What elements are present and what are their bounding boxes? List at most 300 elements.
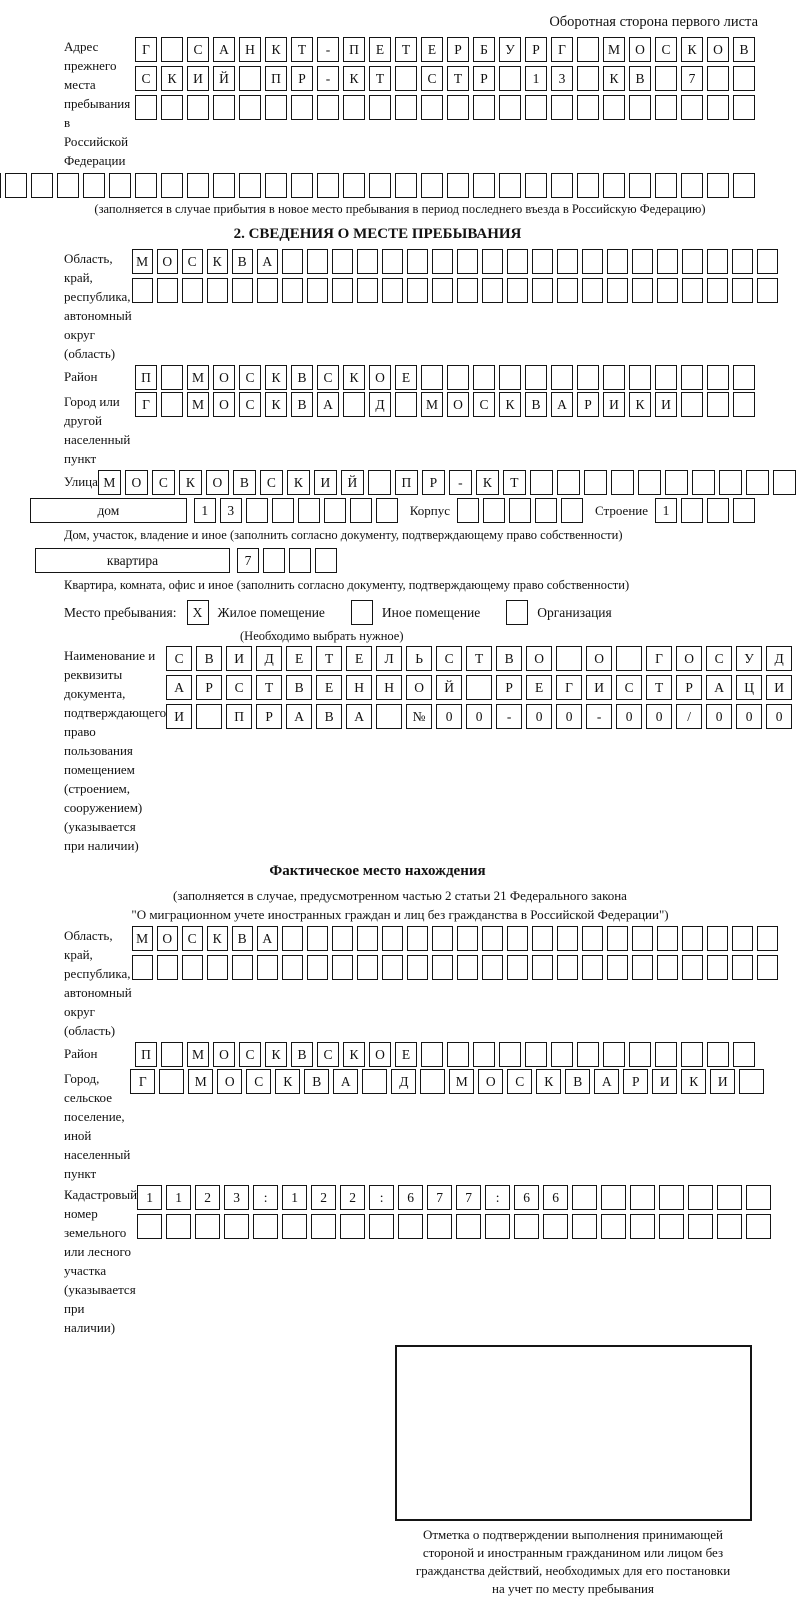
char-cell[interactable]: В [733,37,755,62]
char-cell[interactable]: С [166,646,192,671]
prev-address-row-4[interactable] [0,173,755,198]
char-cell[interactable]: И [187,66,209,91]
char-cell[interactable] [447,1042,469,1067]
char-cell[interactable]: С [655,37,677,62]
char-cell[interactable] [382,926,403,951]
char-cell[interactable] [757,955,778,980]
char-cell[interactable]: 2 [311,1185,336,1210]
char-cell[interactable]: 0 [766,704,792,729]
char-cell[interactable] [577,173,599,198]
char-cell[interactable] [473,95,495,120]
char-cell[interactable]: О [125,470,148,495]
char-cell[interactable]: К [207,249,228,274]
prev-address-row-3[interactable] [135,95,755,120]
char-cell[interactable] [395,173,417,198]
char-cell[interactable]: 0 [736,704,762,729]
char-cell[interactable]: Т [503,470,526,495]
char-cell[interactable] [707,955,728,980]
char-cell[interactable] [161,37,183,62]
char-cell[interactable] [733,498,755,523]
char-cell[interactable] [311,1214,336,1239]
char-cell[interactable] [577,1042,599,1067]
char-cell[interactable]: И [710,1069,735,1094]
char-cell[interactable]: / [676,704,702,729]
char-cell[interactable]: Т [316,646,342,671]
char-cell[interactable]: С [152,470,175,495]
char-cell[interactable] [632,278,653,303]
char-cell[interactable]: Р [623,1069,648,1094]
char-cell[interactable] [607,249,628,274]
char-cell[interactable] [161,95,183,120]
char-cell[interactable] [707,95,729,120]
char-cell[interactable] [611,470,634,495]
char-cell[interactable] [343,392,365,417]
char-cell[interactable] [607,926,628,951]
document-row-2[interactable] [166,675,792,700]
char-cell[interactable] [457,249,478,274]
char-cell[interactable]: А [166,675,192,700]
char-cell[interactable]: Е [421,37,443,62]
char-cell[interactable] [187,173,209,198]
char-cell[interactable] [432,278,453,303]
char-cell[interactable]: В [291,1042,313,1067]
char-cell[interactable] [630,1185,655,1210]
char-cell[interactable] [317,173,339,198]
char-cell[interactable] [532,955,553,980]
char-cell[interactable] [457,955,478,980]
char-cell[interactable]: Г [135,37,157,62]
char-cell[interactable] [543,1214,568,1239]
char-cell[interactable]: П [226,704,252,729]
char-cell[interactable] [246,498,268,523]
char-cell[interactable] [733,392,755,417]
char-cell[interactable] [707,926,728,951]
char-cell[interactable]: В [525,392,547,417]
char-cell[interactable]: К [343,66,365,91]
char-cell[interactable] [182,278,203,303]
char-cell[interactable] [456,1214,481,1239]
char-cell[interactable]: Н [346,675,372,700]
char-cell[interactable] [482,926,503,951]
char-cell[interactable] [282,1214,307,1239]
char-cell[interactable]: Д [766,646,792,671]
char-cell[interactable] [557,955,578,980]
char-cell[interactable]: А [286,704,312,729]
char-cell[interactable]: П [395,470,418,495]
char-cell[interactable] [382,249,403,274]
char-cell[interactable] [161,1042,183,1067]
cadastral-row-2[interactable] [137,1214,771,1239]
char-cell[interactable] [166,1214,191,1239]
char-cell[interactable]: С [616,675,642,700]
char-cell[interactable] [307,926,328,951]
char-cell[interactable] [507,926,528,951]
char-cell[interactable]: 1 [137,1185,162,1210]
char-cell[interactable]: Р [422,470,445,495]
char-cell[interactable]: Г [130,1069,155,1094]
char-cell[interactable] [577,95,599,120]
char-cell[interactable]: В [196,646,222,671]
char-cell[interactable] [407,249,428,274]
char-cell[interactable]: О [213,392,235,417]
char-cell[interactable] [681,95,703,120]
char-cell[interactable] [601,1185,626,1210]
char-cell[interactable]: С [182,249,203,274]
char-cell[interactable]: К [265,392,287,417]
char-cell[interactable]: К [629,392,651,417]
char-cell[interactable]: В [304,1069,329,1094]
checkbox-residential[interactable]: X [187,600,209,625]
char-cell[interactable]: О [369,365,391,390]
char-cell[interactable] [557,278,578,303]
char-cell[interactable] [746,1185,771,1210]
char-cell[interactable] [382,955,403,980]
char-cell[interactable] [607,955,628,980]
char-cell[interactable] [659,1185,684,1210]
char-cell[interactable]: Т [466,646,492,671]
char-cell[interactable]: О [629,37,651,62]
char-cell[interactable] [421,1042,443,1067]
char-cell[interactable]: П [343,37,365,62]
char-cell[interactable] [551,1042,573,1067]
char-cell[interactable]: 3 [220,498,242,523]
char-cell[interactable]: У [499,37,521,62]
char-cell[interactable] [657,249,678,274]
char-cell[interactable]: 0 [526,704,552,729]
char-cell[interactable] [509,498,531,523]
char-cell[interactable] [732,249,753,274]
char-cell[interactable] [682,278,703,303]
char-cell[interactable] [655,66,677,91]
char-cell[interactable] [577,365,599,390]
char-cell[interactable]: М [187,365,209,390]
char-cell[interactable] [746,470,769,495]
char-cell[interactable]: 1 [282,1185,307,1210]
char-cell[interactable] [601,1214,626,1239]
char-cell[interactable] [582,249,603,274]
char-cell[interactable] [707,278,728,303]
char-cell[interactable]: С [226,675,252,700]
char-cell[interactable]: 7 [427,1185,452,1210]
char-cell[interactable] [407,278,428,303]
char-cell[interactable]: 7 [681,66,703,91]
char-cell[interactable]: Р [676,675,702,700]
char-cell[interactable]: К [476,470,499,495]
char-cell[interactable] [421,95,443,120]
char-cell[interactable] [732,955,753,980]
char-cell[interactable]: Е [395,365,417,390]
char-cell[interactable]: А [317,392,339,417]
char-cell[interactable] [657,278,678,303]
char-cell[interactable]: В [291,392,313,417]
char-cell[interactable] [632,926,653,951]
char-cell[interactable] [732,278,753,303]
char-cell[interactable]: И [314,470,337,495]
char-cell[interactable] [161,392,183,417]
char-cell[interactable] [382,278,403,303]
char-cell[interactable]: И [655,392,677,417]
char-cell[interactable] [582,955,603,980]
char-cell[interactable] [307,249,328,274]
char-cell[interactable]: О [406,675,432,700]
char-cell[interactable] [473,1042,495,1067]
char-cell[interactable]: : [253,1185,278,1210]
char-cell[interactable]: К [161,66,183,91]
char-cell[interactable]: Р [291,66,313,91]
char-cell[interactable] [603,95,625,120]
char-cell[interactable] [109,173,131,198]
char-cell[interactable]: 6 [398,1185,423,1210]
char-cell[interactable]: 0 [616,704,642,729]
char-cell[interactable] [395,66,417,91]
char-cell[interactable] [196,704,222,729]
char-cell[interactable]: Т [291,37,313,62]
char-cell[interactable] [315,548,337,573]
char-cell[interactable] [629,1042,651,1067]
char-cell[interactable] [499,173,521,198]
char-cell[interactable] [272,498,294,523]
char-cell[interactable] [289,548,311,573]
street-row[interactable] [98,470,796,495]
char-cell[interactable] [324,498,346,523]
char-cell[interactable]: У [736,646,762,671]
city-row[interactable] [135,392,755,417]
char-cell[interactable] [257,955,278,980]
char-cell[interactable] [207,955,228,980]
stroenie-row[interactable] [655,498,755,523]
char-cell[interactable] [630,1214,655,1239]
actual-region-row-1[interactable] [132,926,778,951]
char-cell[interactable] [447,95,469,120]
char-cell[interactable] [682,926,703,951]
char-cell[interactable] [282,955,303,980]
region-row-2[interactable] [132,278,778,303]
char-cell[interactable]: А [213,37,235,62]
char-cell[interactable] [525,365,547,390]
char-cell[interactable]: К [681,1069,706,1094]
char-cell[interactable] [427,1214,452,1239]
char-cell[interactable] [161,173,183,198]
char-cell[interactable]: О [586,646,612,671]
char-cell[interactable] [432,955,453,980]
prev-address-row-2[interactable] [135,66,755,91]
char-cell[interactable]: Ц [736,675,762,700]
char-cell[interactable]: К [265,365,287,390]
char-cell[interactable] [655,173,677,198]
char-cell[interactable] [482,278,503,303]
char-cell[interactable]: С [317,1042,339,1067]
char-cell[interactable]: М [188,1069,213,1094]
char-cell[interactable] [499,66,521,91]
char-cell[interactable] [692,470,715,495]
char-cell[interactable]: 3 [224,1185,249,1210]
char-cell[interactable] [551,173,573,198]
char-cell[interactable] [638,470,661,495]
char-cell[interactable]: М [449,1069,474,1094]
char-cell[interactable]: П [265,66,287,91]
char-cell[interactable] [733,66,755,91]
char-cell[interactable]: Ь [406,646,432,671]
char-cell[interactable]: Д [369,392,391,417]
char-cell[interactable]: А [551,392,573,417]
char-cell[interactable] [530,470,553,495]
char-cell[interactable] [457,278,478,303]
char-cell[interactable]: М [132,249,153,274]
char-cell[interactable]: 0 [556,704,582,729]
char-cell[interactable] [473,365,495,390]
district-row[interactable] [135,365,755,390]
char-cell[interactable] [357,926,378,951]
char-cell[interactable] [457,498,479,523]
char-cell[interactable]: А [257,926,278,951]
char-cell[interactable]: О [213,1042,235,1067]
char-cell[interactable]: Н [239,37,261,62]
char-cell[interactable]: 0 [706,704,732,729]
char-cell[interactable] [307,955,328,980]
char-cell[interactable]: Р [196,675,222,700]
char-cell[interactable] [291,173,313,198]
document-row-3[interactable] [166,704,792,729]
char-cell[interactable] [5,173,27,198]
char-cell[interactable] [0,173,1,198]
char-cell[interactable] [265,173,287,198]
char-cell[interactable] [239,173,261,198]
char-cell[interactable] [362,1069,387,1094]
char-cell[interactable] [655,95,677,120]
char-cell[interactable]: Е [369,37,391,62]
char-cell[interactable] [376,498,398,523]
char-cell[interactable]: К [265,1042,287,1067]
char-cell[interactable]: М [603,37,625,62]
char-cell[interactable]: - [317,37,339,62]
char-cell[interactable]: А [346,704,372,729]
char-cell[interactable]: Е [526,675,552,700]
char-cell[interactable]: О [707,37,729,62]
char-cell[interactable] [525,95,547,120]
char-cell[interactable]: Д [391,1069,416,1094]
char-cell[interactable]: О [206,470,229,495]
char-cell[interactable]: О [157,926,178,951]
char-cell[interactable] [57,173,79,198]
char-cell[interactable] [482,249,503,274]
char-cell[interactable] [682,249,703,274]
char-cell[interactable] [746,1214,771,1239]
char-cell[interactable] [557,926,578,951]
char-cell[interactable] [681,173,703,198]
char-cell[interactable]: О [526,646,552,671]
char-cell[interactable]: Р [577,392,599,417]
char-cell[interactable]: А [257,249,278,274]
char-cell[interactable]: - [496,704,522,729]
char-cell[interactable] [632,955,653,980]
char-cell[interactable] [332,926,353,951]
char-cell[interactable] [551,95,573,120]
char-cell[interactable] [525,173,547,198]
char-cell[interactable]: К [275,1069,300,1094]
char-cell[interactable]: К [603,66,625,91]
char-cell[interactable] [253,1214,278,1239]
char-cell[interactable]: К [287,470,310,495]
char-cell[interactable] [257,278,278,303]
char-cell[interactable]: Е [395,1042,417,1067]
char-cell[interactable] [757,278,778,303]
char-cell[interactable] [572,1214,597,1239]
char-cell[interactable]: В [291,365,313,390]
char-cell[interactable]: В [232,926,253,951]
char-cell[interactable]: С [239,365,261,390]
char-cell[interactable]: К [207,926,228,951]
char-cell[interactable] [159,1069,184,1094]
actual-district-row[interactable] [135,1042,755,1067]
char-cell[interactable] [629,365,651,390]
char-cell[interactable] [603,365,625,390]
char-cell[interactable] [681,1042,703,1067]
char-cell[interactable] [485,1214,510,1239]
char-cell[interactable] [369,173,391,198]
char-cell[interactable] [432,926,453,951]
char-cell[interactable]: О [157,249,178,274]
char-cell[interactable]: 0 [646,704,672,729]
char-cell[interactable] [157,955,178,980]
char-cell[interactable]: С [239,1042,261,1067]
char-cell[interactable] [707,392,729,417]
char-cell[interactable] [157,278,178,303]
char-cell[interactable]: Г [646,646,672,671]
char-cell[interactable]: С [246,1069,271,1094]
char-cell[interactable]: С [421,66,443,91]
char-cell[interactable] [307,278,328,303]
char-cell[interactable]: И [766,675,792,700]
actual-region-row-2[interactable] [132,955,778,980]
char-cell[interactable] [332,955,353,980]
char-cell[interactable] [369,1214,394,1239]
char-cell[interactable] [483,498,505,523]
char-cell[interactable]: К [536,1069,561,1094]
char-cell[interactable] [707,249,728,274]
char-cell[interactable]: О [217,1069,242,1094]
char-cell[interactable] [291,95,313,120]
char-cell[interactable] [507,955,528,980]
char-cell[interactable]: Й [213,66,235,91]
char-cell[interactable]: С [436,646,462,671]
char-cell[interactable]: И [586,675,612,700]
checkbox-organization[interactable] [506,600,528,625]
char-cell[interactable]: 6 [543,1185,568,1210]
char-cell[interactable]: К [681,37,703,62]
char-cell[interactable] [733,365,755,390]
char-cell[interactable]: М [98,470,121,495]
char-cell[interactable]: О [447,392,469,417]
char-cell[interactable]: М [187,1042,209,1067]
char-cell[interactable]: - [317,66,339,91]
char-cell[interactable]: Г [556,675,582,700]
char-cell[interactable]: 2 [195,1185,220,1210]
char-cell[interactable] [135,173,157,198]
char-cell[interactable]: Т [447,66,469,91]
char-cell[interactable] [343,95,365,120]
char-cell[interactable] [182,955,203,980]
char-cell[interactable]: С [473,392,495,417]
char-cell[interactable]: 1 [525,66,547,91]
char-cell[interactable]: В [286,675,312,700]
char-cell[interactable] [132,278,153,303]
char-cell[interactable]: Б [473,37,495,62]
char-cell[interactable]: - [586,704,612,729]
char-cell[interactable] [398,1214,423,1239]
char-cell[interactable] [282,926,303,951]
char-cell[interactable] [561,498,583,523]
char-cell[interactable] [733,173,755,198]
